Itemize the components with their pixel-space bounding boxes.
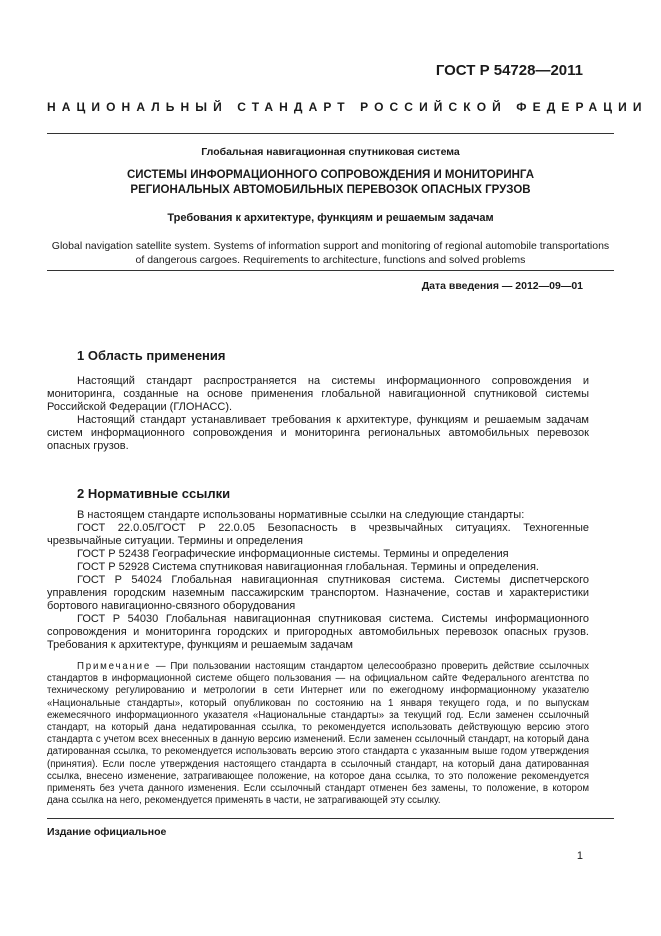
title-system: Глобальная навигационная спутниковая система bbox=[201, 146, 460, 158]
title-main-line2: РЕГИОНАЛЬНЫХ АВТОМОБИЛЬНЫХ ПЕРЕВОЗОК ОПАСНЫХ ГРУЗОВ bbox=[130, 184, 531, 196]
reference-item: ГОСТ Р 52928 Система спутниковая навигационная глобальная. Термины и определения. bbox=[77, 561, 539, 573]
title-subtitle: Требования к архитектуре, функциям и решаемым задачам bbox=[167, 212, 494, 224]
national-standard-banner: НАЦИОНАЛЬНЫЙ СТАНДАРТ РОССИЙСКОЙ ФЕДЕРАЦИИ bbox=[47, 100, 648, 114]
section-heading-references: 2 Нормативные ссылки bbox=[77, 486, 231, 501]
reference-item: ГОСТ Р 54024 Глобальная навигационная спутниковая система. Системы диспетчерского управления городским наземным пассажирским транспортом. Назначение, состав и характеристики бортового навигационно-связного оборудования bbox=[47, 574, 589, 612]
scope-paragraph-2: Настоящий стандарт устанавливает требования к архитектуре, функциям и решаемым задачам систем информационного сопровождения и мониторинга региональных автомобильных перевозок опасных грузов. bbox=[47, 414, 589, 452]
references-intro: В настоящем стандарте использованы нормативные ссылки на следующие стандарты: bbox=[77, 509, 525, 521]
title-main-line1: СИСТЕМЫ ИНФОРМАЦИОННОГО СОПРОВОЖДЕНИЯ И МОНИТОРИНГА bbox=[126, 169, 535, 181]
english-title bbox=[30, 239, 631, 267]
introduction-date: Дата введения — 2012—09—01 bbox=[421, 280, 583, 292]
official-edition-label: Издание официальное bbox=[47, 826, 167, 838]
title-divider bbox=[47, 270, 614, 271]
footer-divider bbox=[47, 818, 614, 819]
english-title-line1: Global navigation satellite system. Systems of information support and monitoring of regional automobile transportations bbox=[51, 240, 610, 252]
section-references-body bbox=[47, 509, 589, 652]
scope-paragraph-1: Настоящий стандарт распространяется на системы информационного сопровождения и мониторинга, созданные на основе применения глобальной навигационной спутниковой системы Российской Федерации (ГЛОНАСС). bbox=[47, 375, 589, 413]
note-text: — При пользовании настоящим стандартом целесообразно проверить действие ссылочных стандартов в информационной системе общего пользования — на официальном сайте Федерального агентства по техническому регулированию и метрологии в сети Интернет или по ежегодному информационному указателю «Национальные стандарты», который опубликован по состоянию на 1 января текущего года, и по выпускам ежемесячного информационного указателя «Национальные стандарты» за текущий год. Если заменен ссылочный стандарт, на который дана недатированная ссылка, то рекомендуется использовать действующую версию этого стандарта с учетом всех внесенных в данную версию изменений. Если заменен ссылочный стандарт, на который дана датированная ссылка, то рекомендуется использовать версию этого стандарта с указанным выше годом утверждения (принятия). Если после утверждения настоящего стандарта в ссылочный стандарт, на который дана датированная ссылка, внесено изменение, затрагивающее положение, на которое дана ссылка, то это положение рекомендуется применять без учета данного изменения. Если ссылочный стандарт отменен без замены, то положение, в котором дана ссылка на него, рекомендуется применять в части, не затрагивающей эту ссылку. bbox=[47, 661, 589, 807]
reference-item: ГОСТ Р 54030 Глобальная навигационная спутниковая система. Системы информационного сопровождения и мониторинга городских и пригородных автомобильных перевозок опасных грузов. Требования к архитектуре, функциям и решаемым задачам bbox=[47, 613, 589, 651]
references-note bbox=[47, 661, 589, 807]
section-scope-body bbox=[47, 375, 589, 453]
english-title-line2: of dangerous cargoes. Requirements to architecture, functions and solved problems bbox=[135, 254, 526, 266]
title-main bbox=[47, 168, 614, 198]
document-code: ГОСТ Р 54728—2011 bbox=[435, 62, 583, 79]
page-number: 1 bbox=[576, 850, 583, 862]
reference-item: ГОСТ 22.0.05/ГОСТ Р 22.0.05 Безопасность в чрезвычайных ситуациях. Техногенные чрезвычайные ситуации. Термины и определения bbox=[47, 522, 589, 547]
note-label: Примечание bbox=[77, 661, 152, 672]
section-heading-scope: 1 Область применения bbox=[77, 348, 226, 363]
header-divider bbox=[47, 133, 614, 134]
reference-item: ГОСТ Р 52438 Географические информационные системы. Термины и определения bbox=[77, 548, 509, 560]
